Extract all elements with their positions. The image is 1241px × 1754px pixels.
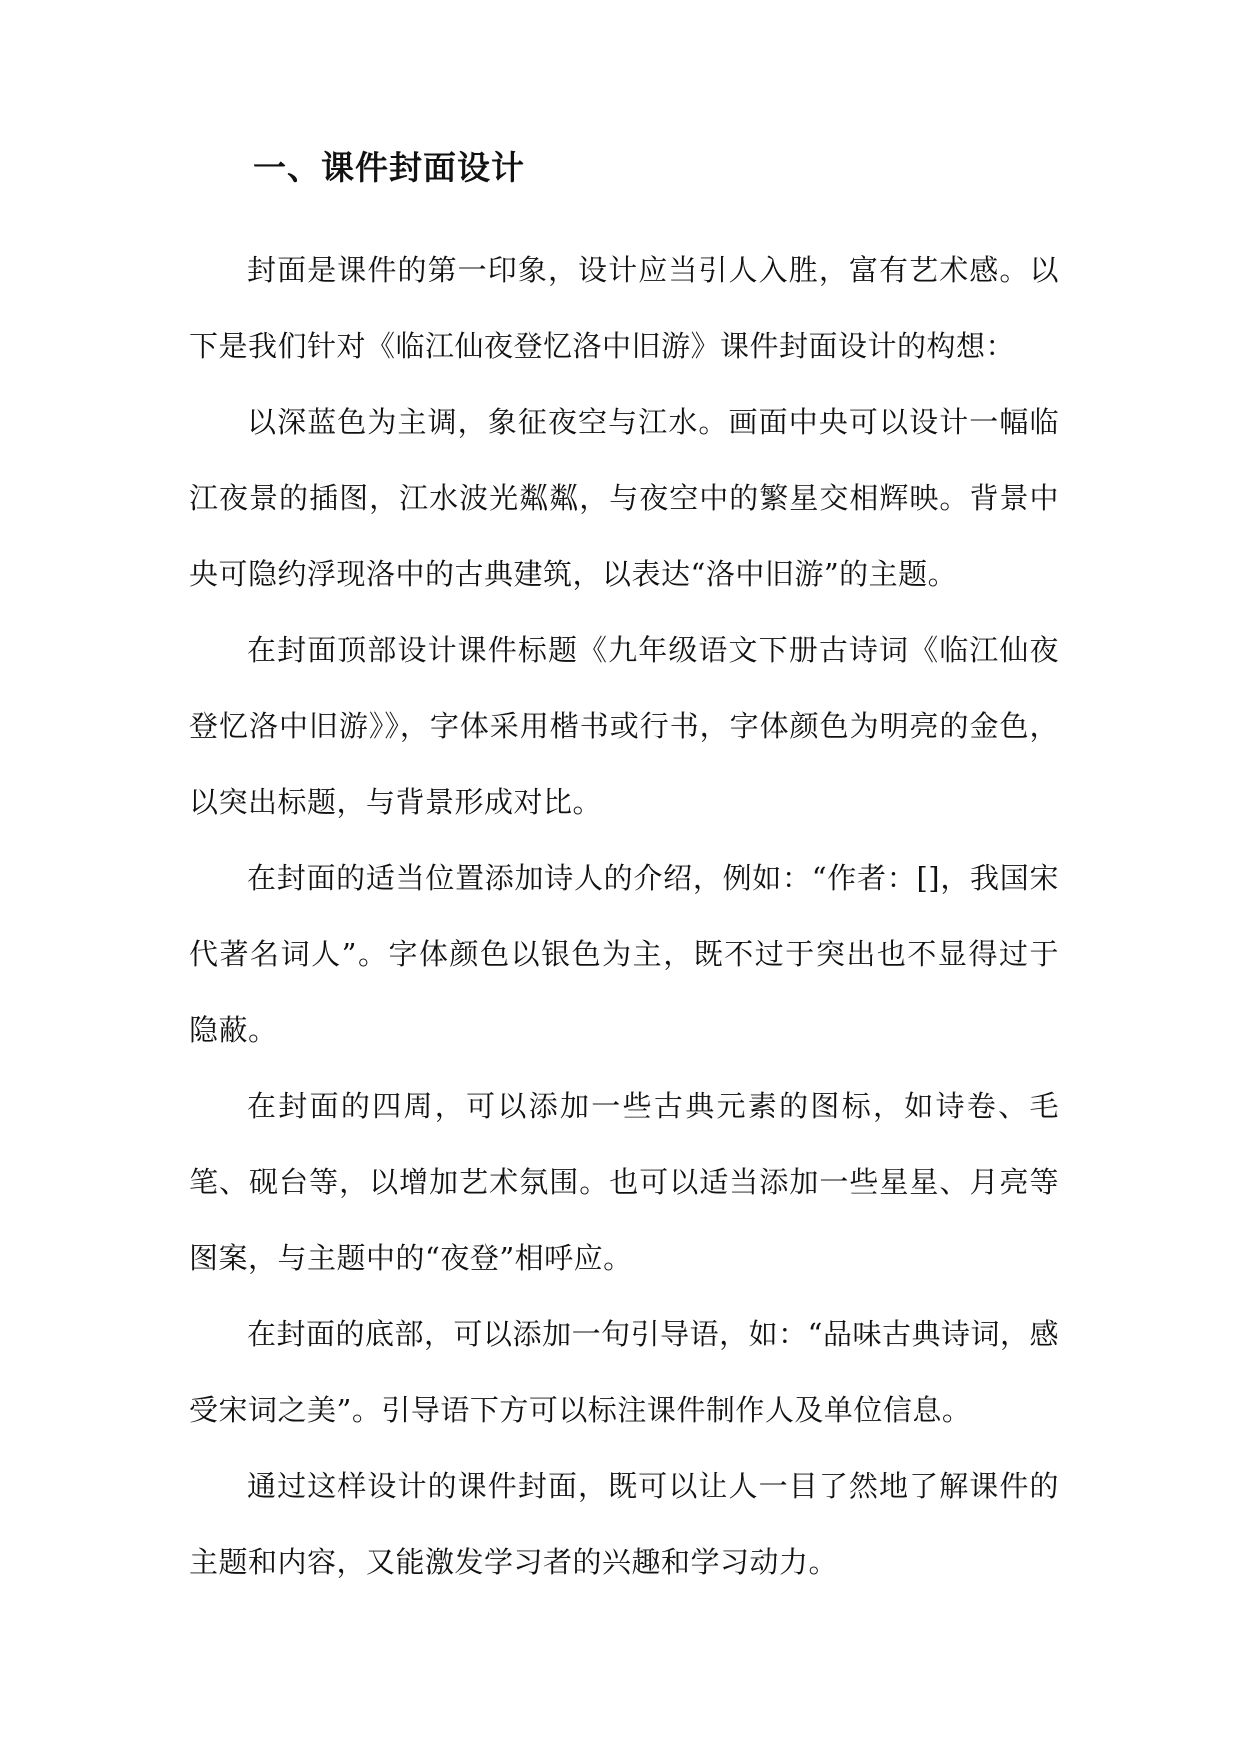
- paragraph-footer-slogan: 在封面的底部，可以添加一句引导语，如：“品味古典诗词，感受宋词之美”。引导语下方可以标注课件制作人及单位信息。: [189, 1317, 1059, 1427]
- paragraph-poet-intro: 在封面的适当位置添加诗人的介绍，例如：“作者：[]，我国宋代著名词人”。字体颜色以银色为主，既不过于突出也不显得过于隐蔽。: [189, 861, 1059, 1047]
- paragraph-conclusion: 通过这样设计的课件封面，既可以让人一目了然地了解课件的主题和内容，又能激发学习者的兴趣和学习动力。: [189, 1469, 1059, 1579]
- paragraph-title-design: 在封面顶部设计课件标题《九年级语文下册古诗词《临江仙夜登忆洛中旧游》》，字体采用楷书或行书，字体颜色为明亮的金色，以突出标题，与背景形成对比。: [189, 633, 1059, 819]
- section-heading: 一、课件封面设计: [253, 148, 525, 187]
- document-body: [189, 146, 1059, 1600]
- paragraph-decorations: 在封面的四周，可以添加一些古典元素的图标，如诗卷、毛笔、砚台等，以增加艺术氛围。也可以适当添加一些星星、月亮等图案，与主题中的“夜登”相呼应。: [189, 1089, 1059, 1275]
- paragraph-color-scheme: 以深蓝色为主调，象征夜空与江水。画面中央可以设计一幅临江夜景的插图，江水波光粼粼，与夜空中的繁星交相辉映。背景中央可隐约浮现洛中的古典建筑，以表达“洛中旧游”的主题。: [189, 405, 1059, 591]
- paragraph-intro: 封面是课件的第一印象，设计应当引人入胜，富有艺术感。以下是我们针对《临江仙夜登忆洛中旧游》课件封面设计的构想：: [189, 253, 1059, 363]
